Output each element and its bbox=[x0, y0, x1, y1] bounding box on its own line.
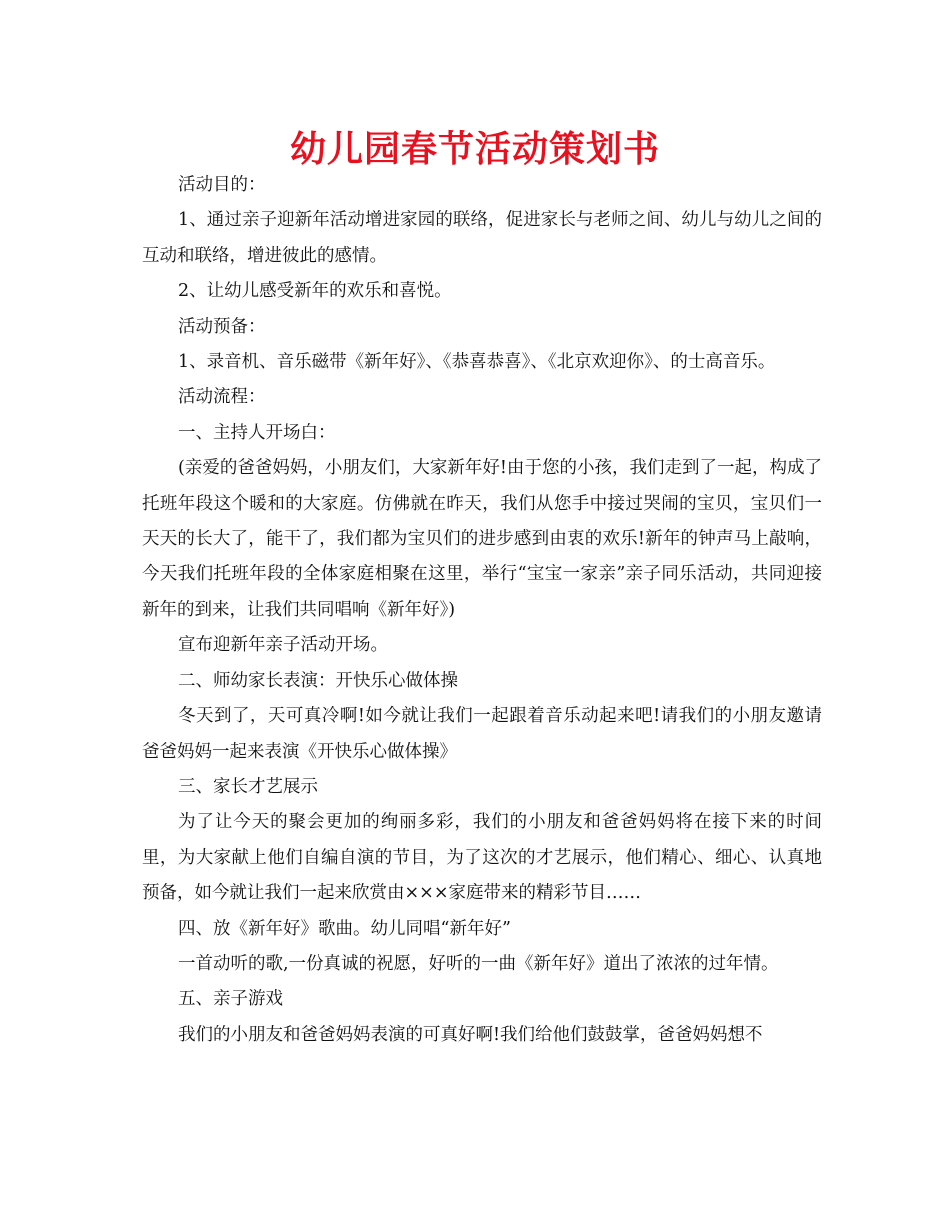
paragraph: 2、让幼儿感受新年的欢乐和喜悦。 bbox=[178, 281, 452, 302]
paragraph: 二、师幼家长表演：开快乐心做体操 bbox=[178, 670, 458, 691]
paragraph: 活动流程： bbox=[178, 387, 266, 408]
paragraph: 活动目的： bbox=[178, 175, 266, 195]
paragraph: 冬天到了，天可真冷啊!如今就让我们一起跟着音乐动起来吧!请我们的小朋友邀请爸爸妈妈一起来表演《开快乐心做体操》 bbox=[142, 706, 822, 762]
paragraph: (亲爱的爸爸妈妈，小朋友们，大家新年好!由于您的小孩，我们走到了一起，构成了托班年段这个暖和的大家庭。仿佛就在昨天，我们从您手中接过哭闹的宝贝，宝贝们一天天的长大了，能干了，我们都为宝贝们的进步感到由衷的欢乐!新年的钟声马上敲响，今天我们托班年段的全体家庭相聚在这里，举行“宝宝一家亲”亲子同乐活动，共同迎接新年的到来，让我们共同唱响《新年好》) bbox=[142, 458, 822, 620]
document-title: 幼儿园春节活动策划书 bbox=[289, 129, 660, 170]
paragraph: 宣布迎新年亲子活动开场。 bbox=[178, 635, 388, 656]
paragraph: 1、通过亲子迎新年活动增进家园的联络，促进家长与老师之间、幼儿与幼儿之间的互动和联络，增进彼此的感情。 bbox=[142, 210, 822, 266]
paragraph: 一、主持人开场白： bbox=[178, 422, 336, 443]
paragraph: 五、亲子游戏 bbox=[178, 989, 283, 1010]
paragraph: 活动预备： bbox=[178, 316, 266, 337]
paragraph: 我们的小朋友和爸爸妈妈表演的可真好啊!我们给他们鼓鼓掌，爸爸妈妈想不 bbox=[178, 1024, 763, 1045]
document-body bbox=[142, 168, 822, 1053]
paragraph: 1、录音机、音乐磁带《新年好》、《恭喜恭喜》、《北京欢迎你》、的士高音乐。 bbox=[178, 352, 776, 373]
paragraph: 一首动听的歌,一份真诚的祝愿，好听的一曲《新年好》道出了浓浓的过年情。 bbox=[178, 953, 779, 974]
paragraph: 四、放《新年好》歌曲。幼儿同唱“新年好” bbox=[178, 918, 511, 939]
paragraph: 三、家长才艺展示 bbox=[178, 776, 318, 797]
paragraph: 为了让今天的聚会更加的绚丽多彩，我们的小朋友和爸爸妈妈将在接下来的时间里，为大家献上他们自编自演的节目，为了这次的才艺展示，他们精心、细心、认真地预备，如今就让我们一起来欣赏由×××家庭带来的精彩节目…… bbox=[142, 812, 822, 904]
